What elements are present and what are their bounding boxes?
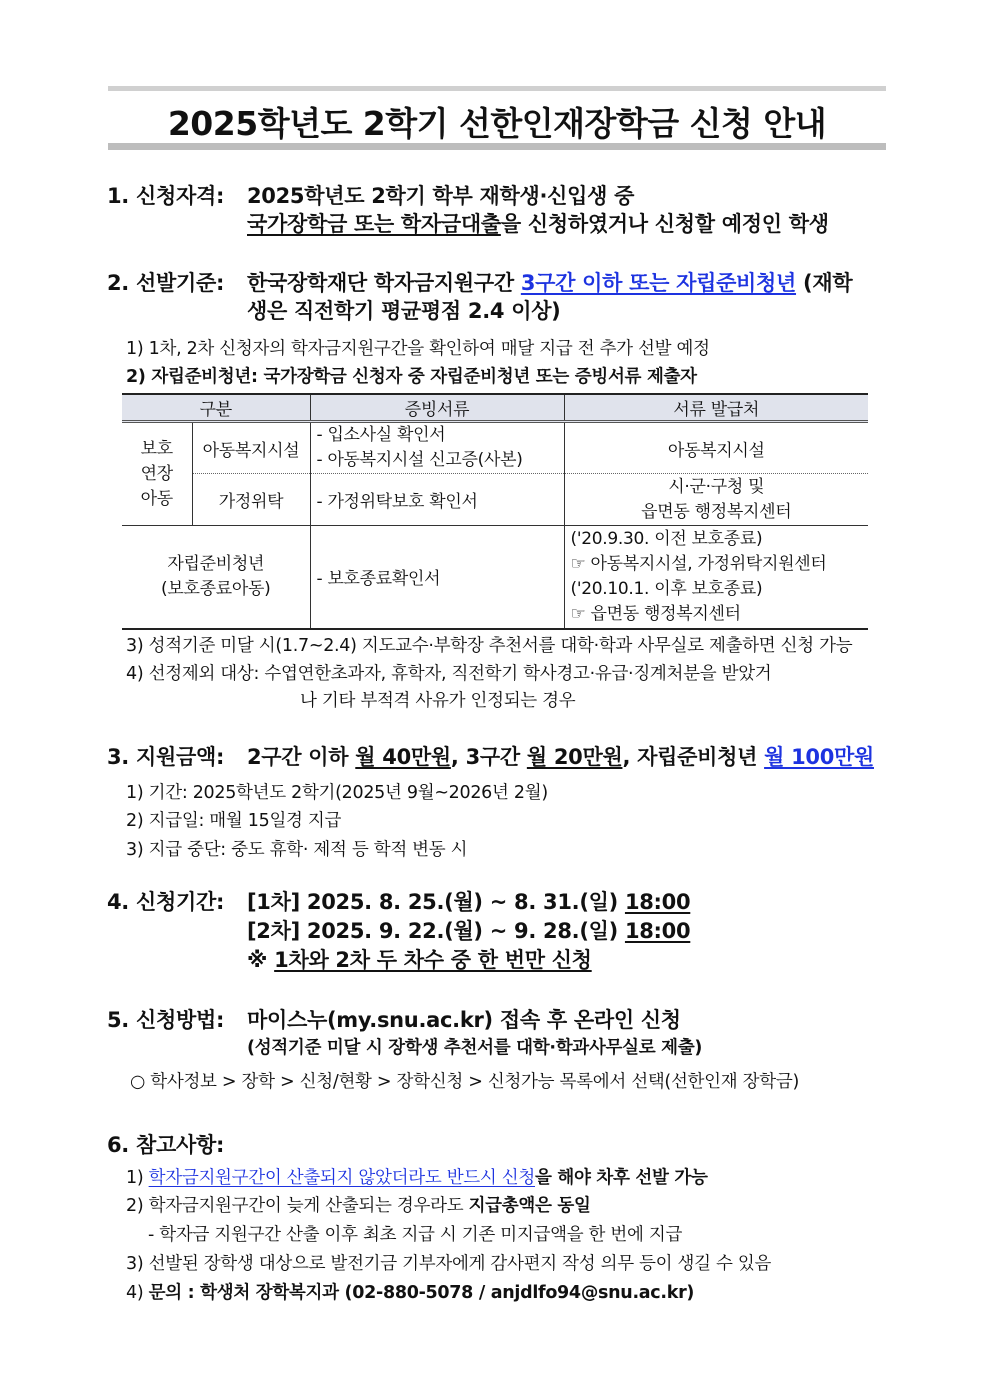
table-type-line: 자립준비청년 <box>167 553 265 574</box>
table-cell-issuer <box>564 526 868 629</box>
table-row <box>122 526 868 629</box>
section-5-method <box>107 1004 681 1034</box>
section-2-item-1: 1) 1차, 2차 신청자의 학자금지원구간을 확인하여 매달 지급 전 추가 선발 예정 <box>126 339 710 359</box>
section-2-item-4-cont: 나 기타 부적격 사유가 인정되는 경우 <box>300 691 576 711</box>
section-1-underlined: 국가장학금 또는 학자금대출 <box>247 212 501 236</box>
section-4-note <box>247 944 592 974</box>
table-cell-type: 아동복지시설 <box>192 422 310 474</box>
section-6-item-2-sub: - 학자금 지원구간 산출 이후 최초 지급 시 기존 미지급액을 한 번에 지급 <box>148 1225 683 1245</box>
section-2-highlight: 3구간 이하 또는 자립준비청년 <box>520 271 797 295</box>
section-6-item-1 <box>126 1164 708 1189</box>
table-type-line: (보호종료아동) <box>161 578 271 599</box>
table-cell-type <box>122 526 310 629</box>
section-1-line2-rest: 을 신청하였거나 신청할 예정인 학생 <box>500 212 829 236</box>
section-2-criteria <box>107 267 852 297</box>
section-4-period <box>107 886 690 916</box>
table-issuer-line: ☞ 읍면동 행정복지센터 <box>570 603 741 624</box>
section-5-label: 5. 신청방법: <box>107 1008 225 1032</box>
section-4-round-1: [1차] 2025. 8. 25.(월) ~ 8. 31.(일) <box>247 890 625 914</box>
section-1-line2 <box>247 208 829 238</box>
table-issuer-line: 읍면동 행정복지센터 <box>641 501 792 522</box>
section-3-amount <box>107 741 874 771</box>
section-3-item-1: 1) 기간: 2025학년도 2학기(2025년 9월~2026년 2월) <box>126 783 548 803</box>
table-group-cell <box>122 422 192 526</box>
table-cell-docs: - 보호종료확인서 <box>310 526 564 629</box>
item-number: 1) <box>126 1168 149 1188</box>
section-5-line1: 마이스누(my.snu.ac.kr) 접속 후 온라인 신청 <box>247 1008 681 1032</box>
table-row <box>122 422 868 474</box>
section-3-part: , 3구간 <box>450 745 527 769</box>
section-2-label: 2. 선발기준: <box>107 271 225 295</box>
section-2-item-2: 2) 자립준비청년: 국가장학금 신청자 중 자립준비청년 또는 증빙서류 제출자 <box>126 367 697 387</box>
table-group-line: 아동 <box>140 488 173 509</box>
table-header-issuer: 서류 발급처 <box>564 394 868 422</box>
section-6-item-1-rest: 을 해야 차후 선발 가능 <box>535 1168 708 1188</box>
section-3-item-2: 2) 지급일: 매월 15일경 지급 <box>126 811 342 831</box>
table-doc-line: - 입소사실 확인서 <box>316 425 446 445</box>
table-header-row <box>122 394 868 422</box>
section-6-item-2-text: 2) 학자금지원구간이 늦게 산출되는 경우라도 <box>126 1196 469 1216</box>
section-2-item-4: 4) 선정제외 대상: 수엽연한초과자, 휴학자, 직전학기 학사경고·유급·징계처분을 받았거 <box>126 664 772 684</box>
item-number: 4) <box>126 1283 149 1303</box>
contact-info: 문의 : 학생처 장학복지과 (02-880-5078 / anjdlfo94@snu.ac.kr) <box>148 1283 695 1303</box>
note-mark: ※ <box>247 948 275 972</box>
section-3-amount-independent: 월 100만원 <box>764 745 874 769</box>
section-3-label: 3. 지원금액: <box>107 745 225 769</box>
section-6-item-2-bold: 지급총액은 동일 <box>468 1196 591 1216</box>
section-3-part: 2구간 이하 <box>247 745 356 769</box>
section-3-part: , 자립준비청년 <box>622 745 765 769</box>
title-rule-top <box>108 86 886 91</box>
section-1-eligibility <box>107 180 634 210</box>
table-issuer-line: ☞ 아동복지시설, 가정위탁지원센터 <box>570 553 827 574</box>
section-5-line2: (성적기준 미달 시 장학생 추천서를 대학·학과사무실로 제출) <box>247 1038 703 1058</box>
table-cell-docs <box>310 422 564 474</box>
table-cell-issuer <box>564 474 868 526</box>
table-cell-issuer: 아동복지시설 <box>564 422 868 474</box>
section-4-note-text: 1차와 2차 두 차수 중 한 번만 신청 <box>274 948 592 972</box>
section-2-line1-post: (재학 <box>796 271 853 295</box>
table-issuer-line: 시·군·구청 및 <box>668 476 765 497</box>
section-4-label: 4. 신청기간: <box>107 890 225 914</box>
table-group-line: 보호 <box>140 438 173 459</box>
table-issuer-line: ('20.10.1. 이후 보호종료) <box>570 578 763 599</box>
table-doc-line: - 아동복지시설 신고증(사본) <box>316 450 523 470</box>
section-6-item-2 <box>126 1192 591 1217</box>
table-cell-type: 가정위탁 <box>192 474 310 526</box>
section-2-line1-pre: 한국장학재단 학자금지원구간 <box>247 271 521 295</box>
section-6-label: 6. 참고사항: <box>107 1133 225 1157</box>
table-issuer-line: ('20.9.30. 이전 보호종료) <box>570 528 763 549</box>
section-1-line1: 2025학년도 2학기 학부 재학생·신입생 중 <box>247 184 635 208</box>
section-6-item-4 <box>126 1279 694 1304</box>
section-3-amount-3: 월 20만원 <box>526 745 623 769</box>
section-5-menu-path: ○ 학사정보 > 장학 > 신청/현황 > 장학신청 > 신청가능 목록에서 선택(선한인재 장학금) <box>130 1072 799 1092</box>
section-6-item-1-highlight: 학자금지원구간이 산출되지 않았더라도 반드시 신청 <box>148 1168 535 1188</box>
section-1-label: 1. 신청자격: <box>107 184 225 208</box>
table-cell-docs: - 가정위탁보호 확인서 <box>310 474 564 526</box>
section-6-item-3: 3) 선발된 장학생 대상으로 발전기금 기부자에게 감사편지 작성 의무 등이 생길 수 있음 <box>126 1254 772 1274</box>
title-rule-bottom <box>108 143 886 150</box>
section-4-round-2 <box>247 915 690 945</box>
section-4-round-1-time: 18:00 <box>624 890 691 914</box>
page-title: 2025학년도 2학기 선한인재장학금 신청 안내 <box>167 104 827 143</box>
section-4-round-2-time: 18:00 <box>624 919 691 943</box>
section-4-round-2-date: [2차] 2025. 9. 22.(월) ~ 9. 28.(일) <box>247 919 625 943</box>
table-row <box>122 474 868 526</box>
section-2-item-3: 3) 성적기준 미달 시(1.7~2.4) 지도교수·부학장 추천서를 대학·학과 사무실로 제출하면 신청 가능 <box>126 636 853 656</box>
table-group-line: 연장 <box>140 463 173 484</box>
section-3-amount-2: 월 40만원 <box>355 745 451 769</box>
table-header-docs: 증빙서류 <box>310 394 564 422</box>
table-header-category: 구분 <box>122 394 310 422</box>
section-2-line2: 생은 직전학기 평균평점 2.4 이상) <box>247 299 561 323</box>
evidence-table <box>122 393 868 630</box>
section-3-item-3: 3) 지급 중단: 중도 휴학· 제적 등 학적 변동 시 <box>126 840 468 860</box>
